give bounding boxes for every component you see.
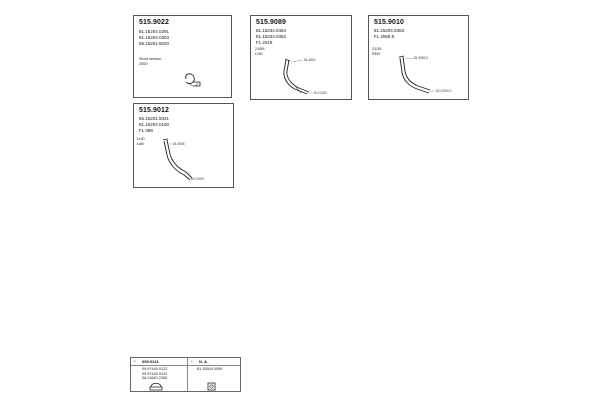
dimension-label: 81.4600	[304, 58, 316, 62]
part-card-515-9010[interactable]	[368, 15, 469, 100]
oem-number: FL 2068.9	[374, 34, 395, 39]
part-note: Short version 2000	[139, 57, 162, 66]
oem-number: 81.15204.0303	[139, 35, 170, 40]
oem-number: 85.15201.5021	[139, 116, 170, 121]
dimension-label: 81.0960.0	[414, 56, 429, 60]
oem-number: 09.97440.0122	[142, 371, 168, 376]
accessory-part-number[interactable]: N_A_	[199, 359, 210, 364]
oem-number: FL 088	[139, 128, 153, 133]
marker: *	[191, 359, 193, 364]
marker: *	[134, 359, 136, 364]
dimension-label: DO.2000.0	[436, 89, 452, 93]
exhaust-pipe-drawing	[134, 104, 235, 189]
part-number: 515.9012	[139, 107, 169, 114]
oem-number: 85.15201.5020	[139, 41, 170, 46]
oem-number: 09.97440.0122	[142, 367, 168, 371]
part-number: 515.9010	[374, 19, 404, 26]
oem-number: 81.15204.0160	[139, 122, 170, 127]
oem-number: 81.15234.0362	[256, 34, 287, 39]
oem-number: 81.15504.0059	[197, 367, 223, 371]
oem-number: FL 2019	[256, 40, 273, 45]
accessories-table	[130, 357, 241, 392]
part-note: 21/35 RHD	[372, 47, 382, 56]
dimension-label: DO.0160	[314, 91, 327, 95]
bracket-icon	[131, 358, 242, 393]
oem-number: 81.15204.0363	[374, 28, 405, 33]
part-number: 515.9089	[256, 19, 286, 26]
dimension-label: DO.2000	[191, 177, 204, 181]
part-card-515-9022[interactable]	[133, 15, 232, 98]
exhaust-pipe-drawing	[369, 16, 470, 101]
part-number: 515.9022	[139, 19, 169, 26]
dimension-label: 81.0806	[173, 142, 185, 146]
part-card-515-9089[interactable]	[250, 15, 352, 100]
oem-number: 81.15234.0464	[256, 28, 287, 33]
part-card-515-9012[interactable]	[133, 103, 234, 188]
clamp-drawing	[134, 16, 233, 99]
part-note: 21/86 LHD	[255, 47, 265, 56]
exhaust-pipe-drawing	[251, 16, 353, 101]
oem-number: 06.11640.2305	[142, 376, 168, 380]
accessory-part-number[interactable]: 099.0141	[142, 359, 159, 364]
oem-number: 81.15204.0291	[139, 29, 170, 34]
part-note: LHD LaB	[137, 137, 145, 146]
